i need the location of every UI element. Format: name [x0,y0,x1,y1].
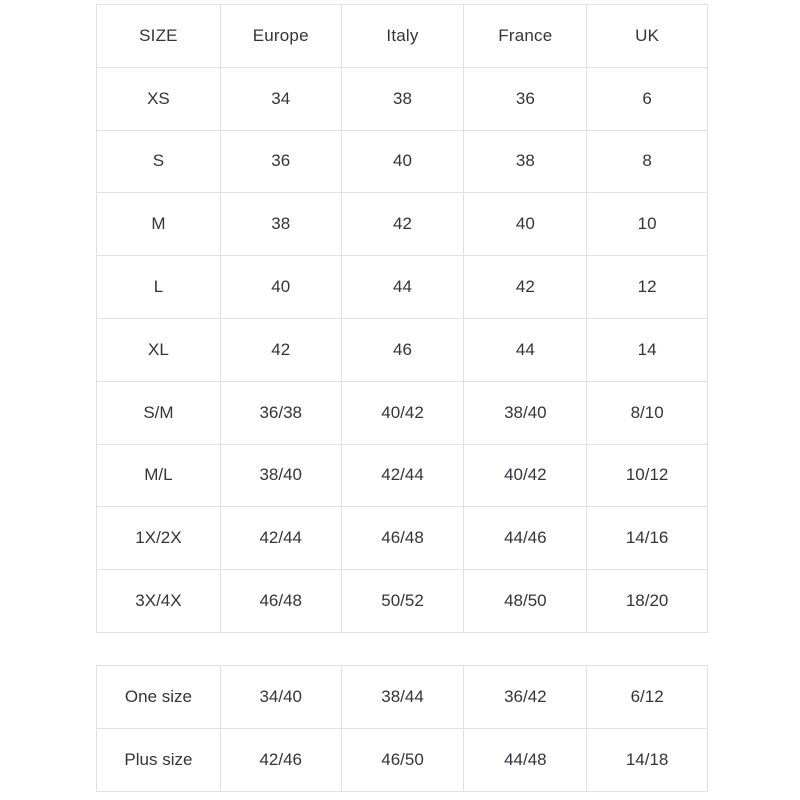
cell-europe: 36 [220,130,341,193]
cell-europe: 34 [220,67,341,130]
row-label: 1X/2X [97,507,221,570]
table-row [97,256,708,319]
cell-italy: 38 [341,67,464,130]
cell-europe: 40 [220,256,341,319]
cell-uk: 6 [587,67,708,130]
cell-uk: 14 [587,318,708,381]
cell-europe: 42/44 [220,507,341,570]
cell-italy: 40/42 [341,381,464,444]
cell-italy: 44 [341,256,464,319]
cell-france: 36/42 [464,666,587,729]
cell-uk: 12 [587,256,708,319]
cell-france: 40/42 [464,444,587,507]
table-row [97,729,708,792]
table-row [97,666,708,729]
cell-europe: 38/40 [220,444,341,507]
row-label: 3X/4X [97,570,221,633]
table-row [97,507,708,570]
cell-europe: 34/40 [220,666,341,729]
cell-italy: 46 [341,318,464,381]
row-label: M/L [97,444,221,507]
cell-europe: 46/48 [220,570,341,633]
cell-france: 40 [464,193,587,256]
column-header-france: France [464,5,587,68]
cell-uk: 10/12 [587,444,708,507]
main-size-table [96,4,708,633]
table-body [97,67,708,632]
cell-uk: 8/10 [587,381,708,444]
cell-france: 38/40 [464,381,587,444]
cell-europe: 42 [220,318,341,381]
row-label: M [97,193,221,256]
cell-france: 44/46 [464,507,587,570]
cell-uk: 10 [587,193,708,256]
cell-france: 42 [464,256,587,319]
table-header-row [97,5,708,68]
row-label: XS [97,67,221,130]
table-head [97,5,708,68]
cell-uk: 18/20 [587,570,708,633]
row-label: One size [97,666,221,729]
row-label: S [97,130,221,193]
row-label: L [97,256,221,319]
cell-italy: 40 [341,130,464,193]
cell-france: 38 [464,130,587,193]
table-body [97,666,708,792]
table-row [97,444,708,507]
cell-france: 44/48 [464,729,587,792]
cell-italy: 38/44 [341,666,464,729]
row-label: Plus size [97,729,221,792]
cell-uk: 6/12 [587,666,708,729]
cell-europe: 36/38 [220,381,341,444]
cell-italy: 42/44 [341,444,464,507]
cell-italy: 46/48 [341,507,464,570]
secondary-size-table [96,665,708,792]
table-row [97,381,708,444]
cell-uk: 14/18 [587,729,708,792]
cell-italy: 42 [341,193,464,256]
column-header-uk: UK [587,5,708,68]
main-size-table-wrapper [96,4,708,633]
table-row [97,318,708,381]
column-header-italy: Italy [341,5,464,68]
table-row [97,193,708,256]
cell-france: 44 [464,318,587,381]
secondary-size-table-wrapper [96,665,708,792]
cell-uk: 14/16 [587,507,708,570]
cell-italy: 46/50 [341,729,464,792]
table-row [97,130,708,193]
cell-france: 48/50 [464,570,587,633]
column-header-europe: Europe [220,5,341,68]
table-row [97,570,708,633]
cell-europe: 42/46 [220,729,341,792]
row-label: XL [97,318,221,381]
cell-france: 36 [464,67,587,130]
column-header-size: SIZE [97,5,221,68]
cell-italy: 50/52 [341,570,464,633]
cell-uk: 8 [587,130,708,193]
row-label: S/M [97,381,221,444]
table-row [97,67,708,130]
cell-europe: 38 [220,193,341,256]
